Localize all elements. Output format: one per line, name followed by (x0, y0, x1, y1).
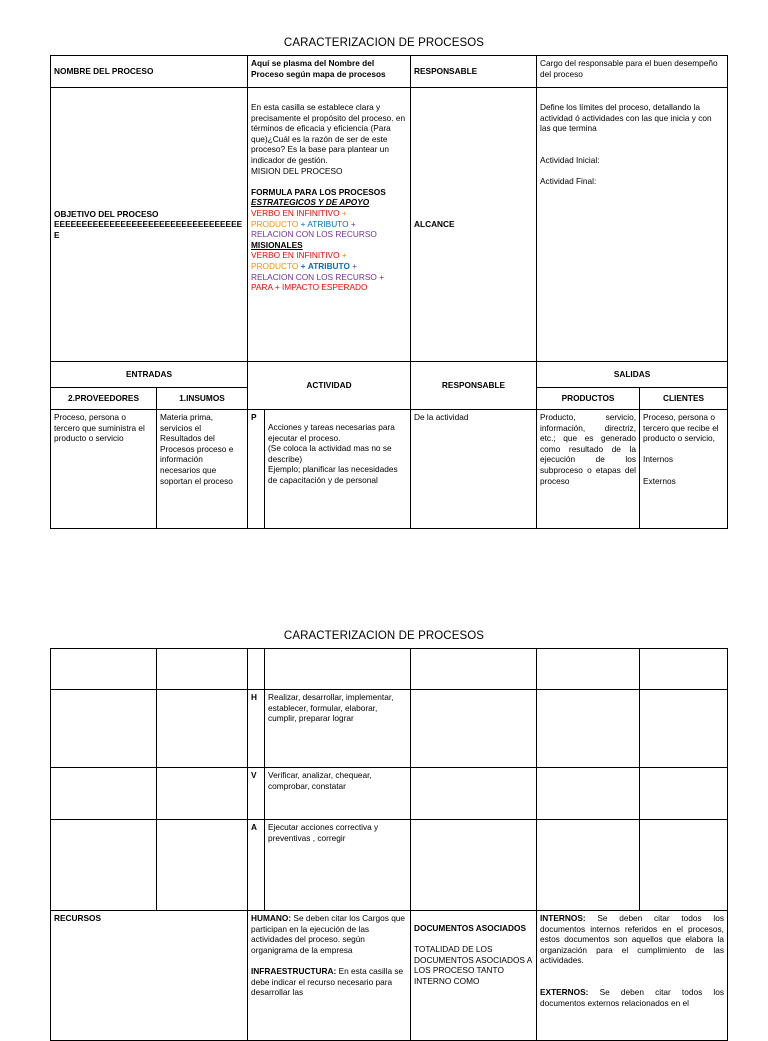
empty-cell (157, 768, 248, 820)
empty-cell (640, 649, 728, 690)
objective-cell (51, 88, 248, 362)
phase-letter-a: A (248, 820, 265, 911)
activity-desc-3: Ejemplo; planificar las necesidades de capacitación y de personal (268, 464, 398, 485)
strategic-label: ESTRATEGICOS Y DE APOYO (251, 197, 370, 208)
documents-label: DOCUMENTOS ASOCIADOS (414, 923, 527, 933)
empty-cell (411, 649, 537, 690)
empty-cell (157, 649, 248, 690)
formula-impact: PARA + IMPACTO ESPERADO (251, 282, 368, 293)
objective-hint: En esta casilla se establece clara y precisamente el propósito del proceso. en términos de eficacia y eficiencia (Para que)¿Cuál es la razón de ser de este proceso? Es la base para plantear un indicador de gestión. (251, 102, 406, 165)
process-characterization-table (50, 55, 728, 529)
formula-attribute-2: ATRIBUTO (307, 260, 350, 271)
suppliers-header: 2.PROVEEDORES (51, 388, 157, 410)
resources-description (248, 911, 411, 1041)
objective-description: En esta casilla se establece clara y precisamente el propósito del proceso. en términos de eficacia y eficiencia (Para que)¿Cuál es la razón de ser de este proceso? Es la base para plantear un indicador de gestión. MISION DEL PROCESO FORMULA PARA LOS PROCESOS ESTRATEGICOS Y DE APOYO VERBO EN INFINITIVO + PRODUCTO + ATRIBUTO + RELACION CON LOS RECURSO MISIONALES VERBO EN INFINITIVO + PRODUCTO + ATRIBUTO + RELACION CON LOS RECURSO + PARA + IMPACTO ESPERADO (248, 88, 411, 362)
page-title-2: CARACTERIZACION DE PROCESOS (283, 630, 485, 642)
clients-desc-text: Proceso, persona o tercero que recibe el producto o servicio, (643, 412, 719, 444)
missional-label: MISIONALES (251, 239, 303, 250)
infrastructure-label: INFRAESTRUCTURA: (251, 965, 337, 976)
phase-letter-v: V (248, 768, 265, 820)
formula-product: PRODUCTO (251, 218, 299, 229)
human-description: Se deben citar los Cargos que participan en la ejecución de las actividades del proceso. según organigrama de la empresa (251, 913, 406, 955)
empty-cell (411, 768, 537, 820)
activity-desc-1: Acciones y tareas necesarias para ejecutar el proceso. (268, 422, 395, 443)
phase-letter-p: P (248, 410, 265, 529)
empty-cell (537, 690, 640, 768)
formula-title: FORMULA PARA LOS PROCESOS (251, 186, 386, 197)
inputs-description: Materia prima, servicios el Resultados del Procesos proceso e información necesarios que soportan el proceso (157, 410, 248, 529)
formula-resources-2: RELACION CON LOS RECURSO (251, 271, 377, 282)
final-activity: Actividad Final: (540, 176, 597, 187)
products-header: PRODUCTOS (537, 388, 640, 410)
empty-cell (640, 690, 728, 768)
internal-docs-description: Se deben citar todos los documentos internos referidos en el procesos, estos documentos son aquellos que elabora la organización para el cumplimiento de las actividades. (540, 913, 724, 966)
page-title: CARACTERIZACION DE PROCESOS (283, 37, 485, 49)
empty-cell (157, 820, 248, 911)
mission-label: MISION DEL PROCESO (251, 165, 343, 176)
documents-description (537, 911, 728, 1041)
clients-internal: Internos (643, 454, 673, 465)
human-label: HUMANO: (251, 913, 292, 923)
responsible-header: RESPONSABLE (411, 362, 537, 410)
scope-hint: Define los límites del proceso, detallando la actividad ó actividades con las que inicia y con las que termina (540, 102, 712, 134)
empty-cell (411, 820, 537, 911)
suppliers-description: Proceso, persona o tercero que suministra el producto o servicio (51, 410, 157, 529)
phase-letter-h: H (248, 690, 265, 768)
empty-cell (51, 690, 157, 768)
empty-cell (51, 768, 157, 820)
outputs-header: SALIDAS (537, 362, 728, 388)
empty-cell (537, 820, 640, 911)
infrastructure-description: En esta casilla se debe indicar el recurso necesario para desarrollar las (251, 965, 404, 998)
empty-cell (51, 649, 157, 690)
activity-header: ACTIVIDAD (248, 362, 411, 410)
empty-cell (411, 690, 537, 768)
process-name-hint: Aquí se plasma del Nombre del Proceso según mapa de procesos (248, 56, 411, 88)
check-description: Verificar, analizar, chequear, comprobar, constatar (265, 768, 411, 820)
empty-cell (640, 768, 728, 820)
scope-description (537, 88, 728, 362)
responsible-hint: Cargo del responsable para el buen desempeño del proceso (537, 56, 728, 88)
formula-resources: RELACION CON LOS RECURSO (251, 229, 377, 240)
empty-cell (265, 649, 411, 690)
inputs-header: ENTRADAS (51, 362, 248, 388)
external-docs-label: EXTERNOS: (540, 987, 589, 998)
empty-cell (537, 768, 640, 820)
documents-cell (411, 911, 537, 1041)
objective-value: EEEEEEEEEEEEEEEEEEEEEEEEEEEEEEEEEEE (54, 219, 243, 240)
empty-cell (157, 690, 248, 768)
act-description: Ejecutar acciones correctiva y preventivas , corregir (265, 820, 411, 911)
empty-cell (537, 649, 640, 690)
activity-description (265, 410, 411, 529)
do-description: Realizar, desarrollar, implementar, establecer, formular, elaborar, cumplir, preparar lograr (265, 690, 411, 768)
clients-description (640, 410, 728, 529)
formula-verb: VERBO EN INFINITIVO (251, 207, 340, 218)
products-description: Producto, servicio, información, directriz, etc.; que es generado como resultado de la ejecución de los subproceso o etapas del proceso (537, 410, 640, 529)
formula-product-2: PRODUCTO (251, 260, 299, 271)
resources-label: RECURSOS (51, 911, 248, 1041)
responsible-description: De la actividad (411, 410, 537, 529)
empty-cell (51, 820, 157, 911)
formula-attribute: ATRIBUTO (307, 218, 349, 229)
responsible-label: RESPONSABLE (411, 56, 537, 88)
scope-label: ALCANCE (411, 88, 537, 362)
clients-header: CLIENTES (640, 388, 728, 410)
initial-activity: Actividad Inicial: (540, 154, 600, 165)
documents-totality: TOTALIDAD DE LOS DOCUMENTOS ASOCIADOS A LOS PROCESO TANTO INTERNO COMO (414, 944, 532, 986)
activity-desc-2: (Se coloca la actividad mas no se describe) (268, 443, 392, 464)
empty-cell (248, 649, 265, 690)
empty-cell (640, 820, 728, 911)
external-docs-description: Se deben citar todos los documentos externos relacionados en el (540, 987, 724, 1008)
process-name-label: NOMBRE DEL PROCESO (51, 56, 248, 88)
objective-label: OBJETIVO DEL PROCESO (54, 208, 159, 219)
clients-external: Externos (643, 475, 676, 486)
internal-docs-label: INTERNOS: (540, 913, 586, 923)
inputs-subheader: 1.INSUMOS (157, 388, 248, 410)
formula-verb-2: VERBO EN INFINITIVO (251, 250, 340, 261)
process-characterization-table-2 (50, 648, 728, 1041)
